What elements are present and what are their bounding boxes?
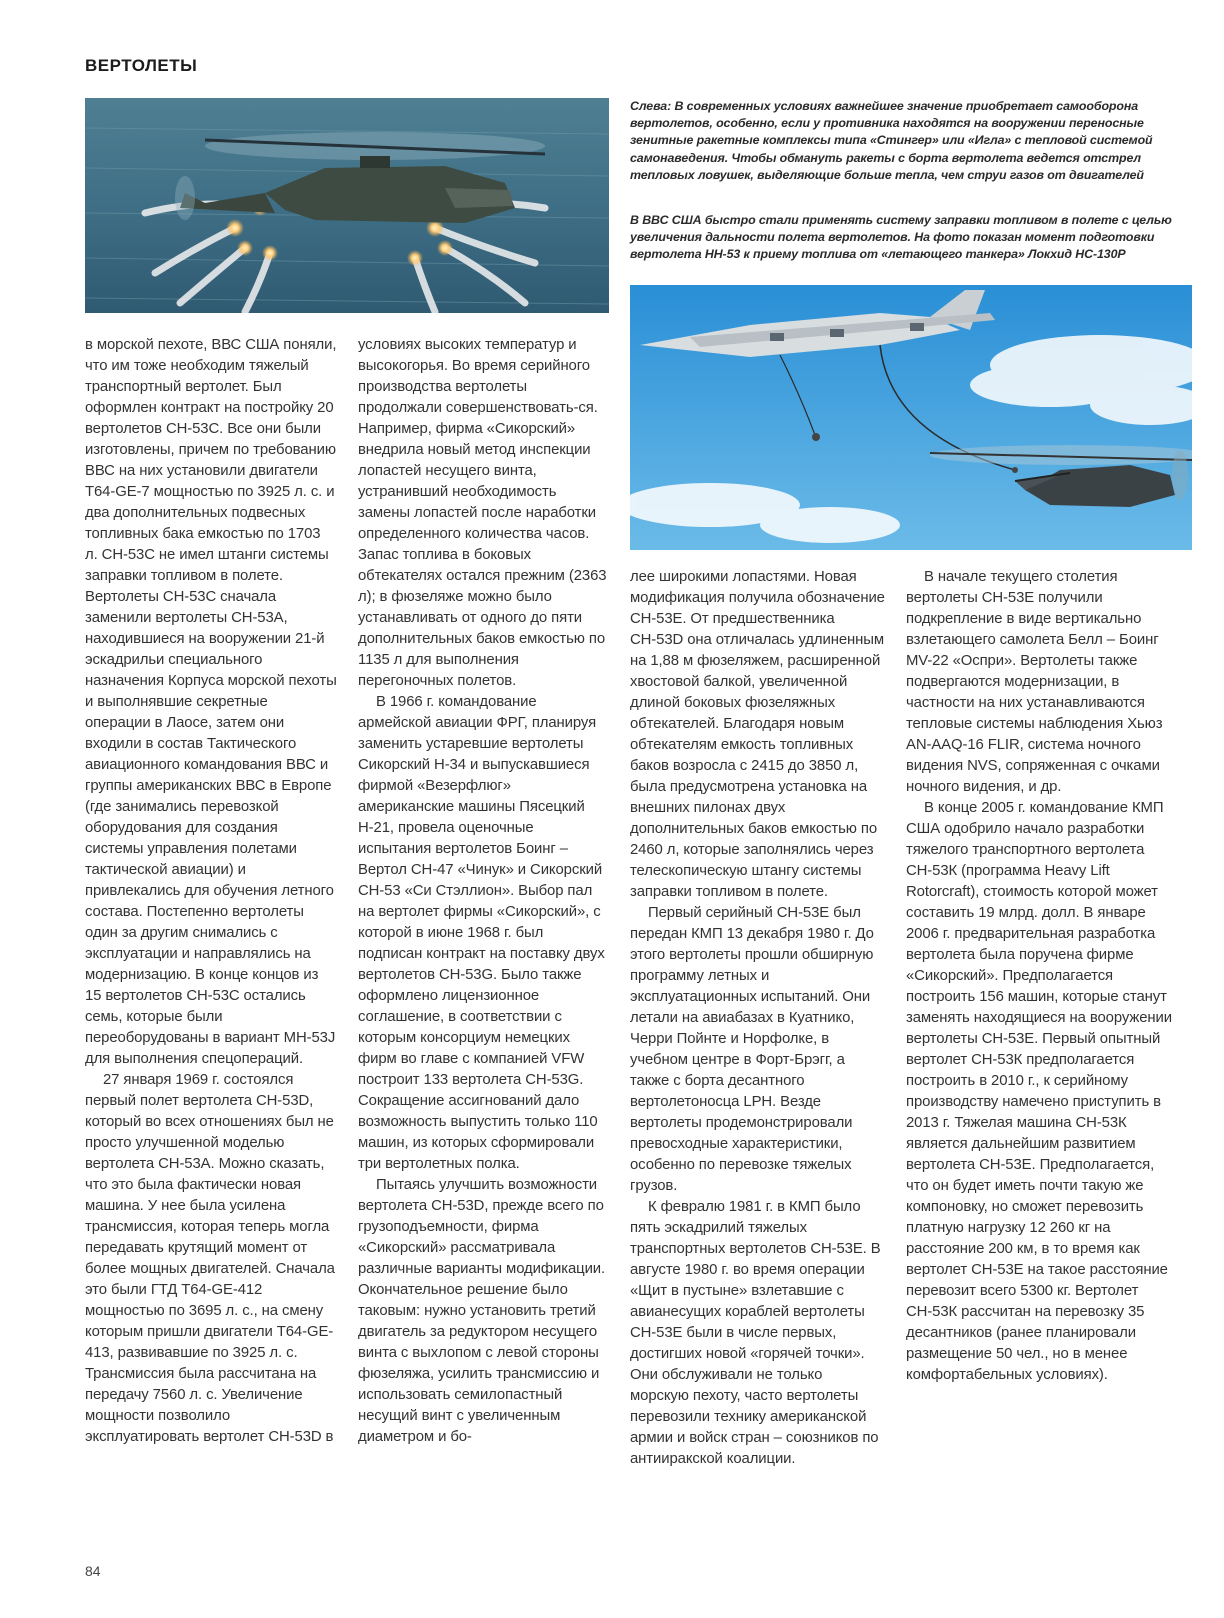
text-column-4 <box>906 567 1178 1386</box>
paragraph: Первый серийный СН-53Е был передан КМП 13 декабря 1980 г. До этого вертолеты прошли обширную программу летных и эксплуатационных испытаний. Они летали на авиабазах в Куатнико, Черри Пойнте и Норфолке, в учебном центре в Форт-Брэгг, а также с борта десантного вертолетоносца LPH. Везде вертолеты продемонстрировали превосходные характеристики, особенно по перевозке тяжелых грузов. <box>630 905 874 1194</box>
paragraph: В начале текущего столетия вертолеты СН-53Е получили подкрепление в виде вертикально взлетающего самолета Белл – Боинг MV-22 «Оспри». Вертолеты также подвергаются модернизации, в частности на них устанавливаются тепловые системы наблюдения Хьюз AN-AAQ-16 FLIR, система ночного видения NVS, сопряженная с очками ночного видения, и др. <box>906 569 1163 795</box>
section-title: ВЕРТОЛЕТЫ <box>85 56 198 75</box>
paragraph: В 1966 г. командование армейской авиации ФРГ, планируя заменить устаревшие вертолеты Сикорский Н-34 и выпускавшиеся фирмой «Везерфлюг» американские машины Пясецкий Н-21, провела оценочные испытания вертолетов Боинг – Вертол СН-47 «Чинук» и Сикорский СН-53 «Си Стэллион». Выбор пал на вертолет фирмы «Сикорский», с которой в июне 1968 г. был подписан контракт на поставку двух вертолетов СН-53G. Было также оформлено лицензионное соглашение, в соответствии с которым консорциум немецких фирм во главе с компанией VFW построит 133 вертолета СН-53G. Сокращение ассигнований дало возможность выпустить только 110 машин, из которых сформировали три вертолетных полка. <box>358 694 605 1172</box>
text-column-3 <box>630 567 885 1470</box>
paragraph: К февралю 1981 г. в КМП было пять эскадрилий тяжелых транспортных вертолетов СН-53Е. В августе 1980 г. во время операции «Щит в пустыне» взлетавшие с авианесущих кораблей вертолеты СН-53Е были в числе первых, достигших новой «горячей точки». Они обслуживали не только морскую пехоту, часто вертолеты перевозили технику американской армии и войск стран – союзников по антииракской коалиции. <box>630 1199 881 1467</box>
text-column-2 <box>358 335 610 1448</box>
paragraph: В конце 2005 г. командование КМП США одобрило начало разработки тяжелого транспортного вертолета СН-53К (программа Heavy Lift Rotorcraft), стоимость которой может составить 19 млрд. долл. В январе 2006 г. предварительная разработка вертолета была поручена фирме «Сикорский». Предполагается построить 156 машин, которые станут заменять находящиеся на вооружении вертолеты СН-53Е. Первый опытный вертолет СН-53К предполагается построить в 2010 г., к серийному производству намечено приступить в 2013 г. Тяжелая машина СН-53К является дальнейшим развитием вертолета СН-53Е. Предполагается, что он будет иметь почти такую же компоновку, но сможет перевозить платную нагрузку 12 260 кг на расстояние 200 км, в то время как вертолет СН-53Е на такое расстояние перевозит всего 5300 кг. Вертолет СН-53К рассчитан на перевозку 35 десантников (ранее планировали размещение 50 чел., но в менее комфортабельных условиях). <box>906 800 1172 1383</box>
caption-flares: Слева: В современных условиях важнейшее значение приобретает самооборона вертолетов, особенно, если у противника находятся на вооружении переносные зенитные ракетные комплексы типа «Стингер» или «Игла» с тепловой системой самонаведения. Чтобы обмануть ракеты с борта вертолета ведется отстрел тепловых ловушек, выделяющие больше тепла, чем струи газов от двигателей <box>630 99 1153 182</box>
photo-aerial-refueling <box>630 285 1192 550</box>
paragraph: условиях высоких температур и высокогорья. Во время серийного производства вертолеты продолжали совершенствовать-ся. Например, фирма «Сикорский» внедрила новый метод инспекции лопастей несущего винта, устранивший необходимость замены лопастей после наработки определенного количества часов. Запас топлива в боковых обтекателях остался прежним (2363 л); в фюзеляже можно было устанавливать от одного до пяти дополнительных баков емкостью по 1135 л для выполнения перегоночных полетов. <box>358 337 607 689</box>
paragraph: 27 января 1969 г. состоялся первый полет вертолета СН-53D, который во всех отношениях был не просто улучшенной моделью вертолета СН-53А. Можно сказать, что это была фактически новая машина. У нее была усилена трансмиссия, которая теперь могла передавать крутящий момент от более мощных двигателей. Сначала это были ГТД Т64-GE-412 мощностью по 3695 л. с., на смену которым пришли двигатели Т64-GE-413, развивавшие по 3925 л. с. Трансмиссия была рассчитана на передачу 7560 л. с. Увеличение мощности позволило эксплуатировать вертолет СН-53D в <box>85 1072 335 1445</box>
caption-refueling: В ВВС США быстро стали применять систему заправки топливом в полете с целью увеличения дальности полета вертолетов. На фото показан момент подготовки вертолета НН-53 к приему топлива от «летающего танкера» Локхид НС-130Р <box>630 213 1172 262</box>
page-number: 84 <box>85 1563 101 1579</box>
text-column-1 <box>85 335 337 1448</box>
photo-helicopter-flares <box>85 98 609 313</box>
paragraph: в морской пехоте, ВВС США поняли, что им тоже необходим тяжелый транспортный вертолет. Был оформлен контракт на постройку 20 вертолетов СН-53С. Все они были изготовлены, причем по требованию ВВС на них установили двигатели Т64-GE-7 мощностью по 3925 л. с. и два дополнительных подвесных топливных бака емкостью по 1703 л. СН-53С не имел штанги системы заправки топливом в полете. Вертолеты СН-53С сначала заменили вертолеты СН-53А, находившиеся на вооружении 21-й эскадрильи специального назначения Корпуса морской пехоты и выполнявшие секретные операции в Лаосе, затем они входили в состав Тактического авиационного командования ВВС и группы американских ВВС в Европе (где занимались перевозкой оборудования для создания системы управления полетами тактической авиации) и привлекались для обучения летного состава. Постепенно вертолеты один за другим снимались с эксплуатации и направлялись на модернизацию. В конце концов из 15 вертолетов СН-53С остались семь, которые были переоборудованы в вариант МН-53J для выполнения спецопераций. <box>85 337 337 1067</box>
paragraph: Пытаясь улучшить возможности вертолета СН-53D, прежде всего по грузоподъемности, фирма «Сикорский» рассматривала различные варианты модификации. Окончательное решение было таковым: нужно установить третий двигатель за редуктором несущего винта с выхлопом с левой стороны фюзеляжа, усилить трансмиссию и использовать семилопастный несущий винт с увеличенным диаметром и бо- <box>358 1177 606 1445</box>
paragraph: лее широкими лопастями. Новая модификация получила обозначение СН-53Е. От предшественника СН-53D она отличалась удлиненным на 1,88 м фюзеляжем, расширенной хвостовой балкой, увеличенной длиной боковых фюзеляжных обтекателей. Благодаря новым обтекателям емкость топливных баков возросла с 2415 до 3850 л, была предусмотрена установка на внешних пилонах двух дополнительных баков емкостью по 2460 л, которые заполнялись через телескопическую штангу системы заправки топливом в полете. <box>630 569 885 900</box>
